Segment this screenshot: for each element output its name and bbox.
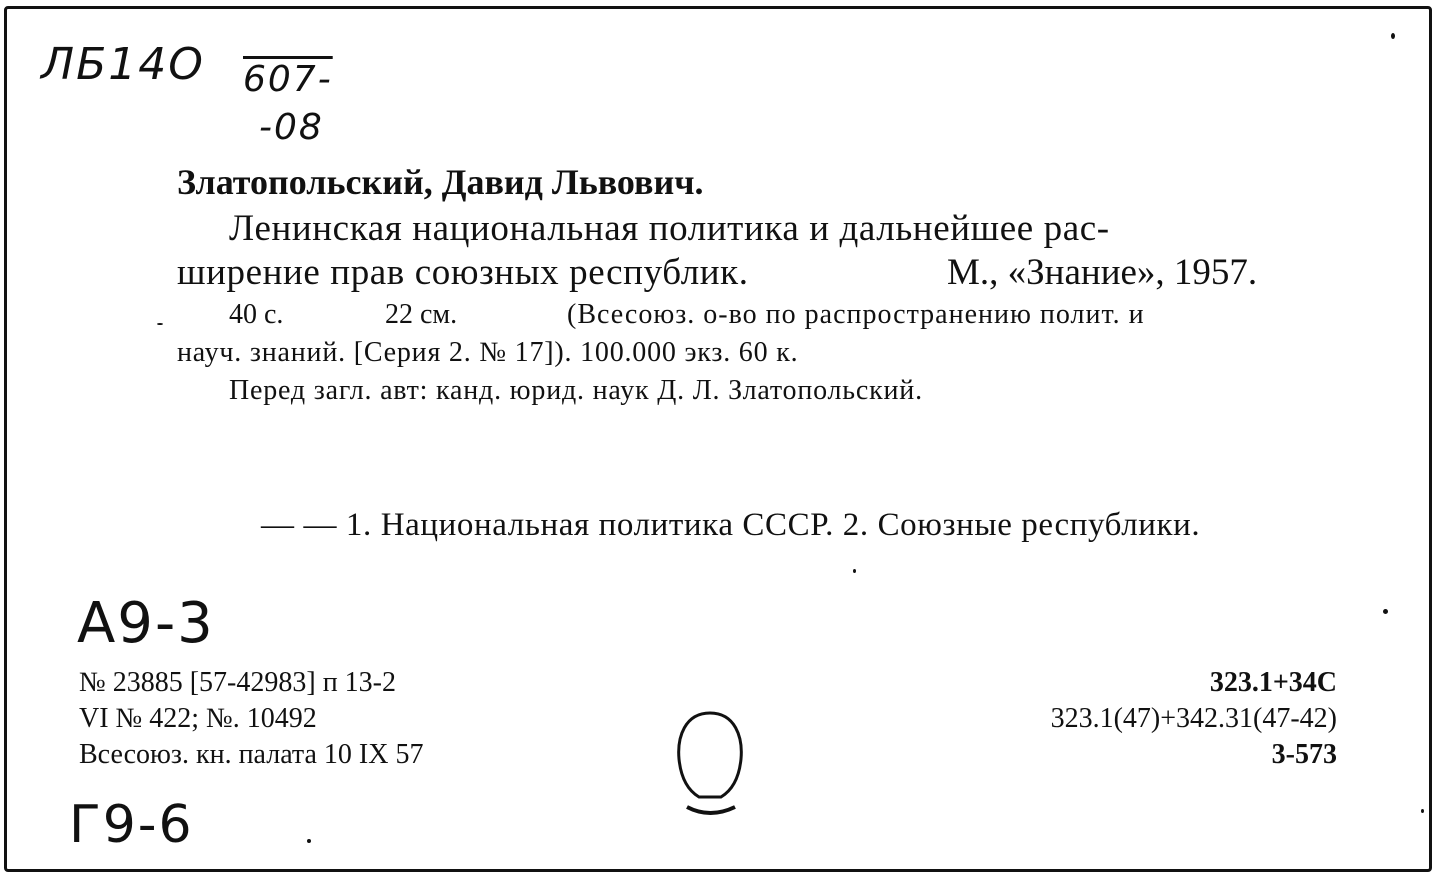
classification-line-2: 323.1(47)+342.31(47-42) <box>1050 703 1337 734</box>
author-note: Перед загл. авт: канд. юрид. наук Д. Л. Златопольский. <box>229 375 923 406</box>
scan-speck <box>1421 809 1424 813</box>
handwritten-call-number: ЛБ14О <box>41 39 205 90</box>
series-line-1: (Всесоюз. о-во по распространению полит. и <box>567 299 1145 330</box>
imprint: М., «Знание», 1957. <box>947 252 1258 293</box>
handwritten-mark-b: Г9-6 <box>69 795 194 855</box>
author-heading: Златопольский, Давид Львович. <box>177 162 704 202</box>
size: 22 см. <box>385 299 458 330</box>
registry-line-1: № 23885 [57-42983] п 13-2 <box>79 667 396 698</box>
classification-line-1: 323.1+34С <box>1209 667 1337 698</box>
handwritten-shelf-number: 607- <box>243 59 333 100</box>
scan-speck <box>307 839 311 843</box>
classification-line-3: 3-573 <box>1271 739 1337 770</box>
scan-speck <box>1383 609 1388 614</box>
title-line-2: ширение прав союзных республик. <box>177 252 749 293</box>
title-line-1: Ленинская национальная политика и дальнейшее рас- <box>229 208 1110 249</box>
scan-speck <box>853 569 856 573</box>
subject-tracing: — — 1. Национальная политика СССР. 2. Союзные республики. <box>261 507 1201 543</box>
punch-hole <box>665 707 755 827</box>
catalog-card <box>4 6 1432 872</box>
registry-line-2: VI № 422; №. 10492 <box>79 703 317 734</box>
series-line-2: науч. знаний. [Серия 2. № 17]). 100.000 экз. 60 к. <box>177 337 799 368</box>
handwritten-mark-a: А9-3 <box>77 591 215 656</box>
pages: 40 с. <box>229 299 284 330</box>
scan-speck <box>157 323 163 325</box>
scan-speck <box>1391 33 1395 39</box>
registry-line-3: Всесоюз. кн. палата 10 IX 57 <box>79 739 424 770</box>
handwritten-shelf-suffix: -08 <box>259 107 324 148</box>
